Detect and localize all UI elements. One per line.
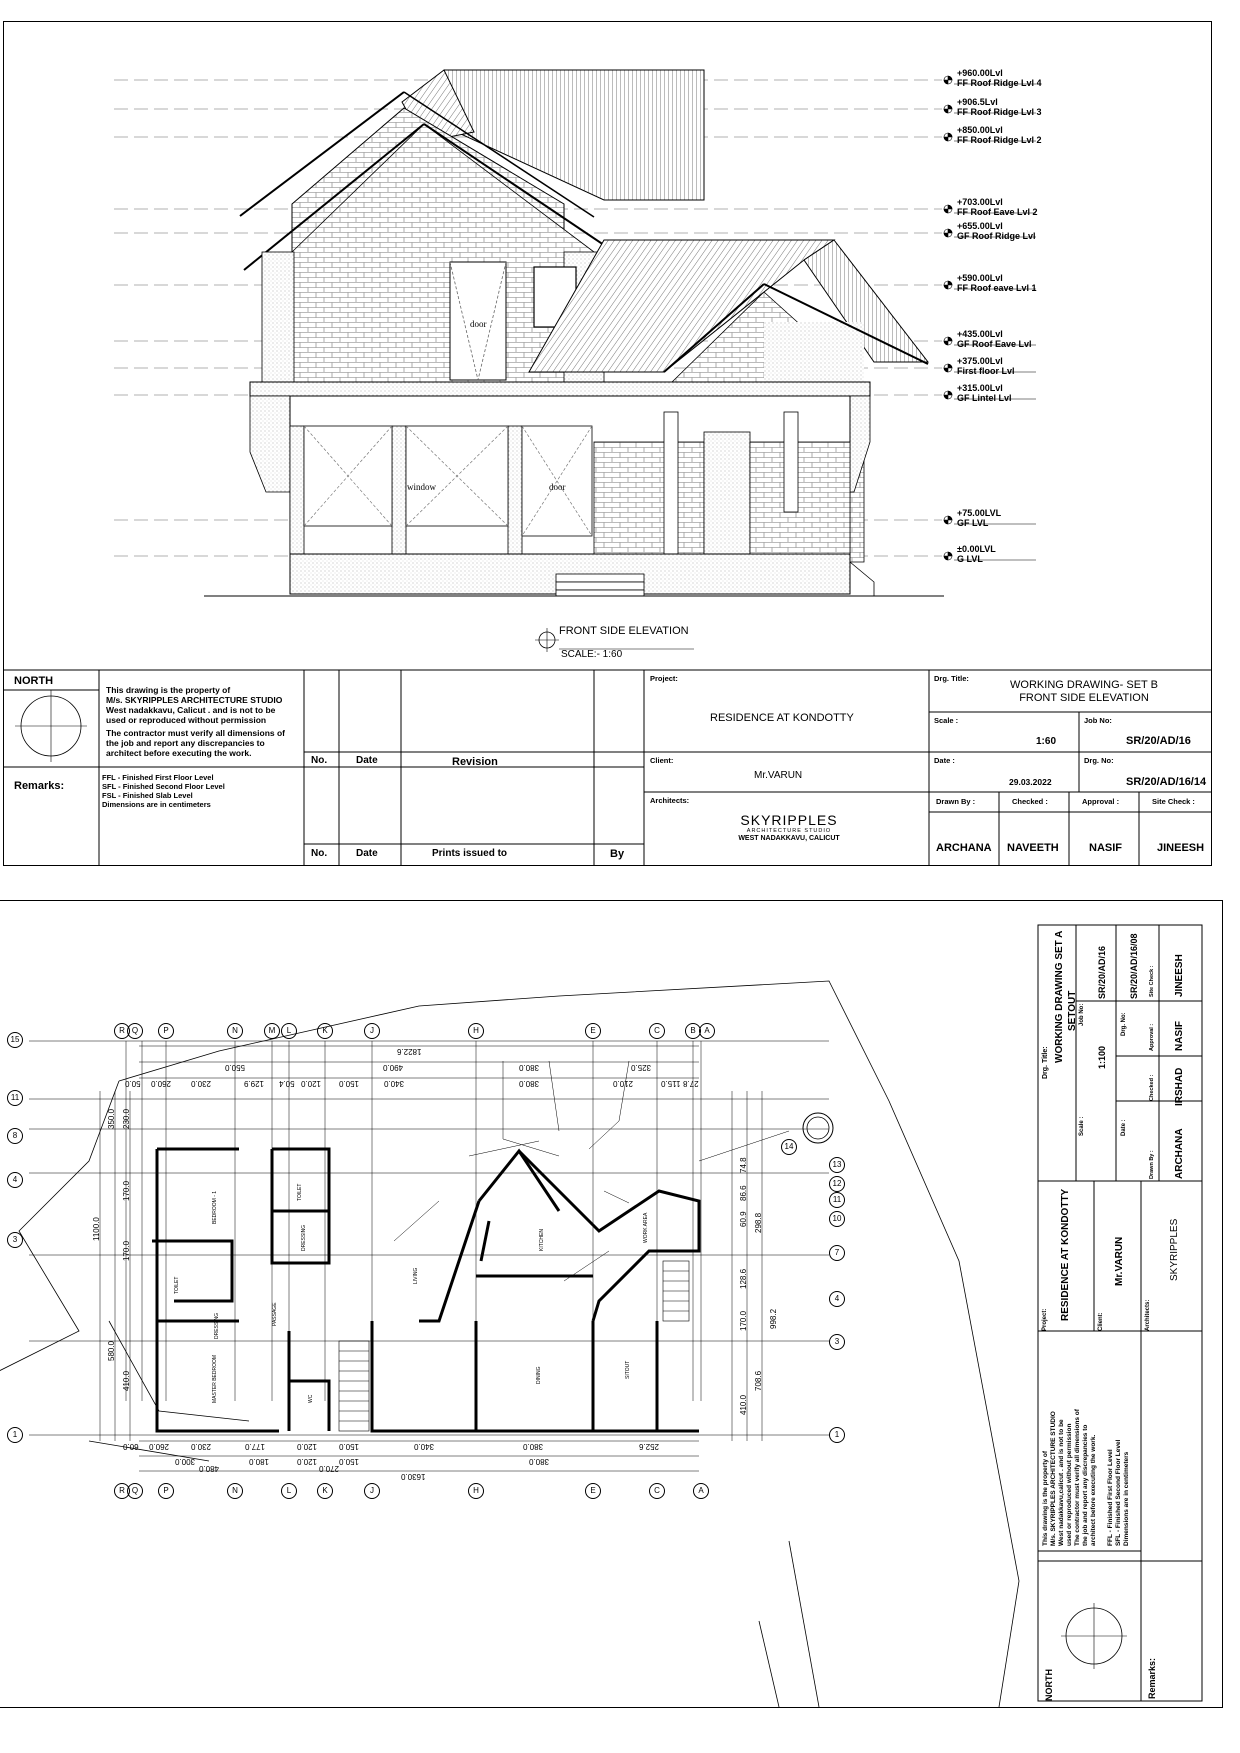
client-name: Mr.VARUN (754, 770, 803, 781)
client-name-2: Mr.VARUN (1114, 1236, 1125, 1286)
approval-value-2: NASIF (1174, 1021, 1185, 1051)
dim-right: 170.0 (739, 1310, 748, 1331)
dim-bottom: 230.0 (191, 1442, 212, 1451)
grid-bubble-left: 4 (7, 1172, 23, 1188)
setout-plan-drawing (0, 901, 1222, 1707)
dim-right: 128.6 (739, 1268, 748, 1289)
dim-top: 550.0 (225, 1063, 246, 1072)
room-label: WC (308, 1394, 314, 1403)
dim-bottom: 380.0 (529, 1457, 550, 1466)
date-label-2: Date : (1121, 1119, 1127, 1136)
dim-top: 27.8 (683, 1079, 699, 1088)
ownership-notice: This drawing is the property of M/s. SKYRIPPLES ARCHITECTURE STUDIO West nadakkavu, Calicut . and is not to be used or reproduced without permission The contractor must verify all dimensions of the job and report any discrepancies to architect before executing the work. (106, 685, 286, 758)
drg-no-label-2: Drg. No: (1121, 1012, 1127, 1036)
architects-label: Architects: (650, 796, 690, 805)
grid-bubble-bottom: A (693, 1483, 709, 1499)
remarks-list-2: FFL - Finished First Floor Level SFL - Finished Second Floor Level Dimensions are in centimeters (1107, 1439, 1130, 1546)
grid-bubble-right: 10 (829, 1211, 845, 1227)
dim-bottom: 270.0 (319, 1464, 340, 1473)
grid-bubble-top: Q (127, 1023, 143, 1039)
dim-top: 210.0 (613, 1079, 634, 1088)
view-scale: SCALE:- 1:60 (561, 649, 623, 660)
dim-right: 86.6 (739, 1185, 748, 1201)
dim-top: 120.0 (301, 1079, 322, 1088)
room-label: KITCHEN (539, 1229, 545, 1251)
dim-right: 410.0 (739, 1394, 748, 1415)
dim-top: 50.4 (279, 1079, 295, 1088)
room-label: WORK AREA (643, 1212, 649, 1243)
grid-bubble-right: 3 (829, 1334, 845, 1350)
scale-value: 1:60 (1036, 736, 1057, 747)
grid-bubble-right: 7 (829, 1245, 845, 1261)
grid-bubble-bottom: R (114, 1483, 130, 1499)
front-elevation-drawing (4, 22, 1211, 682)
grid-bubble-top: L (281, 1023, 297, 1039)
job-no-label: Job No: (1084, 716, 1112, 725)
remarks-list: FFL - Finished First Floor Level SFL - Finished Second Floor Level FSL - Finished Slab Level Dimensions are in centimeters (102, 773, 225, 809)
drg-title: WORKING DRAWING- SET B FRONT SIDE ELEVATION (1010, 679, 1158, 704)
site-check-value: JINEESH (1157, 842, 1205, 854)
dim-bottom: 150.0 (339, 1457, 360, 1466)
grid-bubble-top: M (264, 1023, 280, 1039)
level-label-375: +375.00Lvl First floor Lvl (957, 356, 1015, 376)
checked-label-2: Checked : (1149, 1074, 1155, 1101)
window-label: window (407, 482, 436, 492)
level-label-703: +703.00Lvl FF Roof Eave Lvl 2 (957, 197, 1038, 217)
north-symbol (15, 690, 87, 762)
setout-sheet (0, 900, 1223, 1708)
grid-bubble-right: 14 (781, 1139, 797, 1155)
room-label: DRESSING (301, 1224, 307, 1251)
door-label-upper: door (470, 319, 487, 329)
grid-bubble-top: A (699, 1023, 715, 1039)
project-label-2: Project: (1042, 1308, 1048, 1331)
grid-bubble-bottom: H (468, 1483, 484, 1499)
dim-top: 150.0 (339, 1079, 360, 1088)
dim-top: 260.0 (151, 1079, 172, 1088)
drg-no-label: Drg. No: (1084, 756, 1114, 765)
dim-right: 298.8 (754, 1212, 763, 1233)
room-label: TOILET (297, 1183, 303, 1201)
drg-no-value-2: SR/20/AD/16/08 (1129, 933, 1139, 999)
level-label-0: ±0.00LVL G LVL (957, 544, 996, 564)
revision-no-header: No. (311, 755, 328, 766)
dim-bottom: 260.0 (149, 1442, 170, 1451)
dim-top: 230.0 (191, 1079, 212, 1088)
room-label: PASSAGE (272, 1302, 278, 1326)
grid-bubble-bottom: P (158, 1483, 174, 1499)
prints-no-header: No. (311, 848, 328, 859)
dim-top: 50.0 (125, 1079, 141, 1088)
level-label-75: +75.00LVL GF LVL (957, 508, 1002, 528)
dim-bottom: 252.6 (639, 1442, 660, 1451)
drawn-by-label-2: Drawn By : (1149, 1150, 1155, 1179)
room-label: SITOUT (625, 1360, 631, 1379)
dim-left: 1100.0 (92, 1217, 101, 1241)
view-title-symbol (535, 628, 559, 652)
dim-left: 410.0 (122, 1370, 131, 1391)
dim-top: 340.0 (384, 1079, 405, 1088)
level-label-435: +435.00Lvl GF Roof Eave Lvl (957, 329, 1032, 349)
drg-title-label-2: Drg. Title: (1042, 1046, 1049, 1079)
room-label: MASTER BEDROOM (212, 1354, 218, 1403)
dim-bottom: 300.0 (175, 1457, 196, 1466)
dim-top: 129.9 (244, 1079, 265, 1088)
dim-bottom: 120.0 (297, 1457, 318, 1466)
prints-issued-header: Prints issued to (432, 848, 508, 859)
project-label: Project: (650, 674, 678, 683)
dim-bottom: 177.0 (245, 1442, 266, 1451)
site-check-label-2: Site Check : (1149, 965, 1155, 997)
client-label: Client: (650, 756, 674, 765)
grid-bubble-top: C (649, 1023, 665, 1039)
prints-by-header: By (610, 848, 625, 860)
grid-bubble-right: 13 (829, 1157, 845, 1173)
grid-bubble-right: 1 (829, 1427, 845, 1443)
project-name: RESIDENCE AT KONDOTTY (710, 712, 854, 724)
grid-bubble-left: 1 (7, 1427, 23, 1443)
grid-bubble-bottom: N (227, 1483, 243, 1499)
approval-value: NASIF (1089, 842, 1122, 854)
grid-bubble-top: K (317, 1023, 333, 1039)
drg-title-2-line1: WORKING DRAWING SET A (1054, 930, 1065, 1063)
dim-bottom: 120.0 (297, 1442, 318, 1451)
dim-top: 115.0 (661, 1079, 681, 1088)
dim-bottom: 1630.0 (401, 1472, 426, 1481)
drawn-by-label: Drawn By : (936, 797, 976, 806)
grid-bubble-top: R (114, 1023, 130, 1039)
scale-label: Scale : (934, 716, 959, 725)
room-label: DINING (536, 1366, 542, 1384)
door-label-lower: door (549, 482, 566, 492)
room-label: BEDROOM - 1 (212, 1190, 218, 1224)
level-label-590: +590.00Lvl FF Roof eave Lvl 1 (957, 273, 1037, 293)
grid-bubble-bottom: K (317, 1483, 333, 1499)
level-label-960: +960.00Lvl FF Roof Ridge Lvl 4 (957, 68, 1042, 88)
job-no-label-2: Job No: (1079, 1003, 1085, 1026)
north-symbol-2 (1061, 1603, 1127, 1669)
dim-left: 350.0 (107, 1108, 116, 1129)
dim-top: 490.0 (383, 1063, 404, 1072)
checked-value: NAVEETH (1007, 842, 1059, 854)
dim-top: 380.0 (519, 1079, 540, 1088)
room-label: TOILET (174, 1276, 180, 1294)
site-check-value-2: JINEESH (1174, 954, 1185, 997)
remarks-label: Remarks: (14, 780, 65, 792)
view-title: FRONT SIDE ELEVATION (559, 625, 689, 637)
grid-bubble-bottom: E (585, 1483, 601, 1499)
remarks-label-2: Remarks: (1147, 1657, 1157, 1699)
approval-label: Approval : (1082, 797, 1120, 806)
skyripples-logo: SKYRIPPLES ARCHITECTURE STUDIO WEST NADAKKAVU, CALICUT (738, 812, 840, 842)
checked-value-2: IRSHAD (1174, 1067, 1185, 1106)
dim-left: 580.0 (107, 1340, 116, 1361)
dim-left: 170.0 (122, 1240, 131, 1261)
approval-label-2: Approval : (1149, 1023, 1155, 1051)
dim-top: 380.0 (519, 1063, 540, 1072)
drawn-by-value-2: ARCHANA (1174, 1128, 1185, 1179)
dim-right: 60.9 (739, 1211, 748, 1227)
grid-bubble-left: 8 (7, 1128, 23, 1144)
grid-bubble-top: P (158, 1023, 174, 1039)
dim-bottom: 340.0 (414, 1442, 435, 1451)
skyripples-logo-2: SKYRIPPLES (1169, 1218, 1180, 1281)
north-label: NORTH (14, 675, 54, 687)
grid-bubble-bottom: L (281, 1483, 297, 1499)
grid-bubble-bottom: J (364, 1483, 380, 1499)
grid-bubble-left: 11 (7, 1090, 23, 1106)
grid-bubble-top: H (468, 1023, 484, 1039)
drawn-by-value: ARCHANA (936, 842, 992, 854)
scale-label-2: Scale : (1079, 1116, 1085, 1136)
checked-label: Checked : (1012, 797, 1048, 806)
dim-bottom: 180.0 (249, 1457, 270, 1466)
grid-bubble-bottom: Q (127, 1483, 143, 1499)
job-no-value-2: SR/20/AD/16 (1097, 945, 1107, 999)
revision-header: Revision (452, 756, 498, 768)
north-label-2: NORTH (1044, 1669, 1054, 1701)
grid-bubble-left: 15 (7, 1032, 23, 1048)
dim-right: 708.6 (754, 1370, 763, 1391)
level-label-655: +655.00Lvl GF Roof Ridge Lvl (957, 221, 1036, 241)
dim-right: 74.8 (739, 1157, 748, 1173)
dim-bottom: 150.0 (339, 1442, 360, 1451)
client-label-2: Client: (1098, 1312, 1104, 1331)
grid-bubble-top: N (227, 1023, 243, 1039)
revision-date-header: Date (356, 755, 378, 766)
job-no-value: SR/20/AD/16 (1126, 735, 1191, 747)
project-name-2: RESIDENCE AT KONDOTTY (1060, 1188, 1071, 1321)
drg-no-value: SR/20/AD/16/14 (1126, 776, 1207, 788)
grid-bubble-left: 3 (7, 1232, 23, 1248)
dim-left: 170.0 (122, 1180, 131, 1201)
room-label: DRESSING (214, 1312, 220, 1339)
elevation-sheet (3, 21, 1212, 866)
level-label-906: +906.5Lvl FF Roof Ridge Lvl 3 (957, 97, 1042, 117)
architects-label-2: Architects: (1145, 1299, 1151, 1331)
dim-bottom: 60.0 (123, 1442, 139, 1451)
grid-bubble-top: B (685, 1023, 701, 1039)
grid-bubble-right: 12 (829, 1176, 845, 1192)
drg-title-label: Drg. Title: (934, 674, 969, 683)
ownership-notice-2: This drawing is the property of M/s. SKYRIPPLES ARCHITECTURE STUDIO West nadakkavu,calicut . and is not to be used or reproduced without permission The contractor must verify all dimensions of the job and report any discrepancies to architect before executing the work. (1042, 1409, 1097, 1546)
dim-bottom: 380.0 (523, 1442, 544, 1451)
dim-bottom: 480.0 (199, 1464, 220, 1473)
date-value: 29.03.2022 (1009, 777, 1052, 787)
grid-bubble-right: 11 (829, 1192, 845, 1208)
grid-bubble-top: J (364, 1023, 380, 1039)
drg-title-2-line2: SETOUT (1067, 990, 1078, 1031)
dim-left: 230.0 (122, 1108, 131, 1129)
grid-bubble-top: E (585, 1023, 601, 1039)
prints-date-header: Date (356, 848, 378, 859)
grid-bubble-right: 4 (829, 1291, 845, 1307)
date-label: Date : (934, 756, 955, 765)
level-label-315: +315.00Lvl GF Lintel Lvl (957, 383, 1012, 403)
dim-right: 998.2 (769, 1308, 778, 1329)
dim-top: 325.0 (631, 1063, 652, 1072)
room-label: LIVING (413, 1267, 419, 1284)
site-check-label: Site Check : (1152, 797, 1195, 806)
level-label-850: +850.00Lvl FF Roof Ridge Lvl 2 (957, 125, 1042, 145)
grid-bubble-bottom: C (649, 1483, 665, 1499)
dim-top: 1822.6 (397, 1047, 422, 1056)
scale-value-2: 1:100 (1097, 1045, 1107, 1069)
